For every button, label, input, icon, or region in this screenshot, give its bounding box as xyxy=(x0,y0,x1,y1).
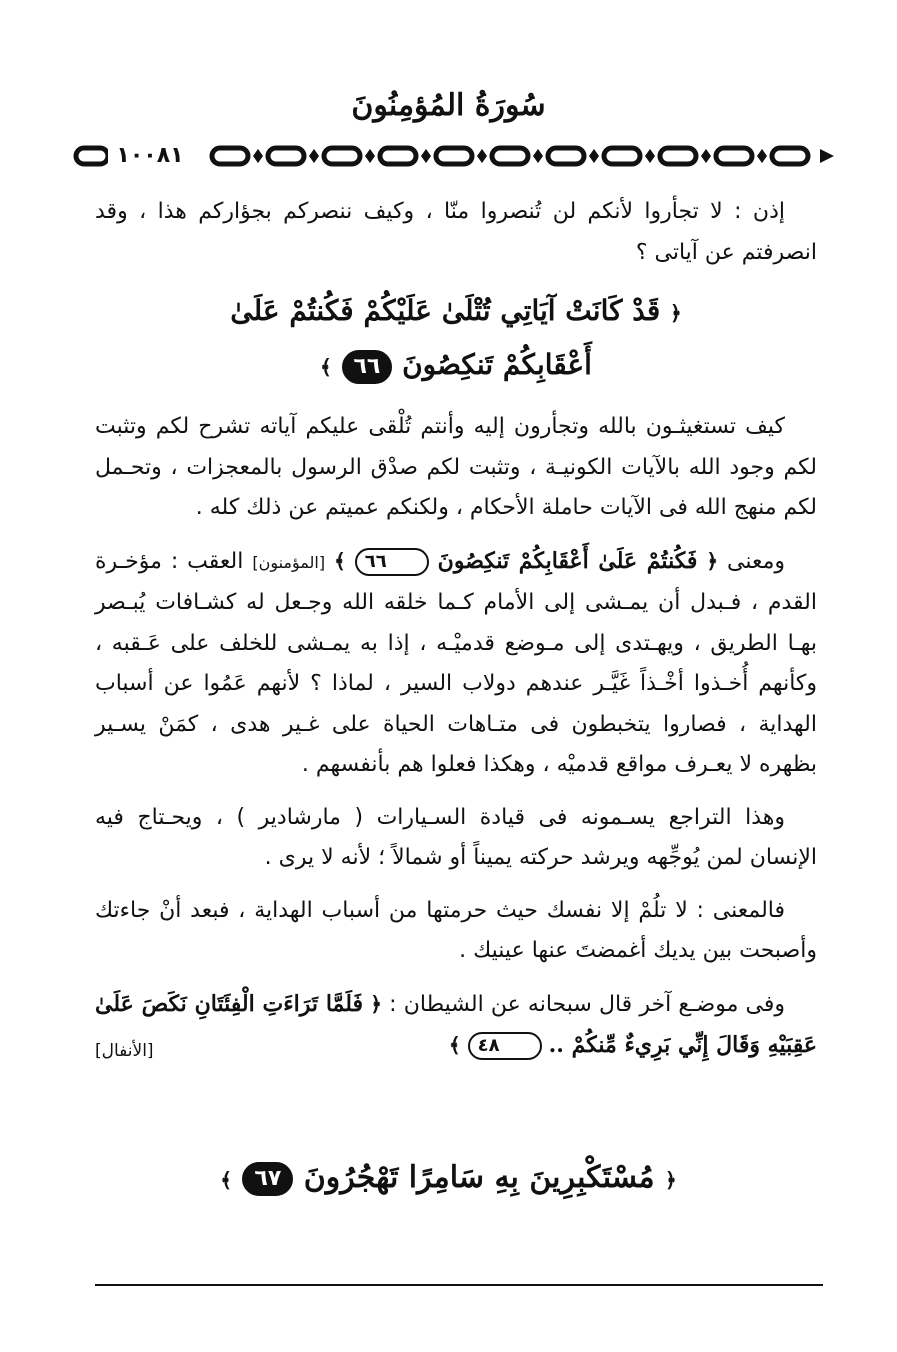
paragraph-6: وفى موضـع آخر قال سبحانه عن الشيطان : ﴿ فَلَمَّا تَرَاءَتِ الْفِئَتَانِ نَكَصَ عَلَىٰ عَقِبَيْهِ وَقَالَ إِنِّي بَرِيءٌ مِّنكُمْ .. ٤٨ ﴾ [الأنفال] xyxy=(95,984,817,1067)
ornate-bracket-open-icon: ﴿ xyxy=(670,301,682,325)
paragraph-2: كيف تستغيثـون بالله وتجأرون إليه وأنتم تُلْقى عليكم آياته تشرح لكم وتثبت لكم وجود الله بالآيات الكونيـة ، وتثبت لكم صدْق الرسول بالمعجزات ، وتحـمل لكم منهج الله فى الآيات حاملة الأحكام ، ولكنكم عميتم عن ذلك كله . xyxy=(95,414,817,520)
verse-66-block xyxy=(95,285,817,393)
verse-66-line-1: ﴿ قَدْ كَانَتْ آيَاتِي تُتْلَىٰ عَلَيْكُمْ فَكُنتُمْ عَلَىٰ xyxy=(230,294,682,327)
page-number: ١٠٠٨١ xyxy=(108,141,192,171)
ornate-bracket-close-icon: ﴾ xyxy=(320,355,332,379)
verse-67: ﴿ مُسْتَكْبِرِينَ بِهِ سَامِرًا تَهْجُرُونَ ٦٧ ﴾ xyxy=(220,1160,677,1195)
ornate-bracket-close-icon: ﴾ xyxy=(220,1168,232,1192)
anfal-reference: [الأنفال] xyxy=(95,1041,154,1061)
paragraph-3: ومعنى ﴿ فَكُنتُمْ عَلَىٰ أَعْقَابِكُمْ تَنكِصُونَ ٦٦ ﴾ [المؤمنون] العقب : مؤخـرة القدم ، فـبدل أن يمـشى إلى الأمام كـما خلقه الله وجـعل له كشـافات يُبـصر بهـا الطريق ، ويهـتدى إلى مـوضع قدميْـه ، إذا به يمـشى للخلف على عَـقبه ، وكأنهم أُخـذوا أخْـذاً غَيَّـر عندهم دولاب السير ، لماذا ؟ لأنهم عَمُوا عن أسباب الهداية ، فصاروا يتخبطون فى متـاهات الحياة على غـير هدى ، كمَنْ يسـير بظهره لا يعـرف مواقع قدميْه ، وهكذا فعلوا هم بأنفسهم . xyxy=(95,547,817,777)
surah-title: سُورَةُ المُؤمِنُونَ xyxy=(351,88,546,123)
inline-verse-66: فَكُنتُمْ عَلَىٰ أَعْقَابِكُمْ تَنكِصُونَ xyxy=(437,547,698,574)
surah-reference: [المؤمنون] xyxy=(252,552,326,572)
ornate-bracket-open-icon: ﴿ xyxy=(665,1168,677,1192)
page-content xyxy=(95,192,817,1079)
footer-divider xyxy=(95,1284,823,1286)
verse-66-line-2: أَعْقَابِكُمْ تَنكِصُونَ ٦٦ ﴾ xyxy=(95,339,817,393)
paragraph-1: إذن : لا تجأروا لأنكم لن تُنصروا منّا ، وكيف ننصركم بجؤاركم هذا ، وقد انصرفتم عن آياتى ؟ xyxy=(95,199,817,265)
paragraph-4: وهذا التراجع يسـمونه فى قيادة السـيارات ( مارشادير ) ، ويحـتاج فيه الإنسان لمن يُوجِّهه ويرشد حركته يميناً أو شمالاً ؛ لأنه لا يرى . xyxy=(95,804,817,870)
ayah-number-67: ٦٧ xyxy=(242,1162,293,1196)
inline-verse-anfal: فَلَمَّا تَرَاءَتِ الْفِئَتَانِ نَكَصَ عَلَىٰ عَقِبَيْهِ وَقَالَ إِنِّي بَرِيءٌ مِّنكُمْ .. xyxy=(95,990,817,1058)
inline-ayah-number-66: ٦٦ xyxy=(355,548,429,576)
paragraph-5: فالمعنى : لا تلُمْ إلا نفسك حيث حرمتها من أسباب الهداية ، فبعد أنْ جاءتك وأصبحت بين يديك أغمضتَ عنها عينيك . xyxy=(95,897,817,963)
ayah-number-66: ٦٦ xyxy=(342,350,393,384)
ayah-number-48: ٤٨ xyxy=(468,1032,542,1060)
